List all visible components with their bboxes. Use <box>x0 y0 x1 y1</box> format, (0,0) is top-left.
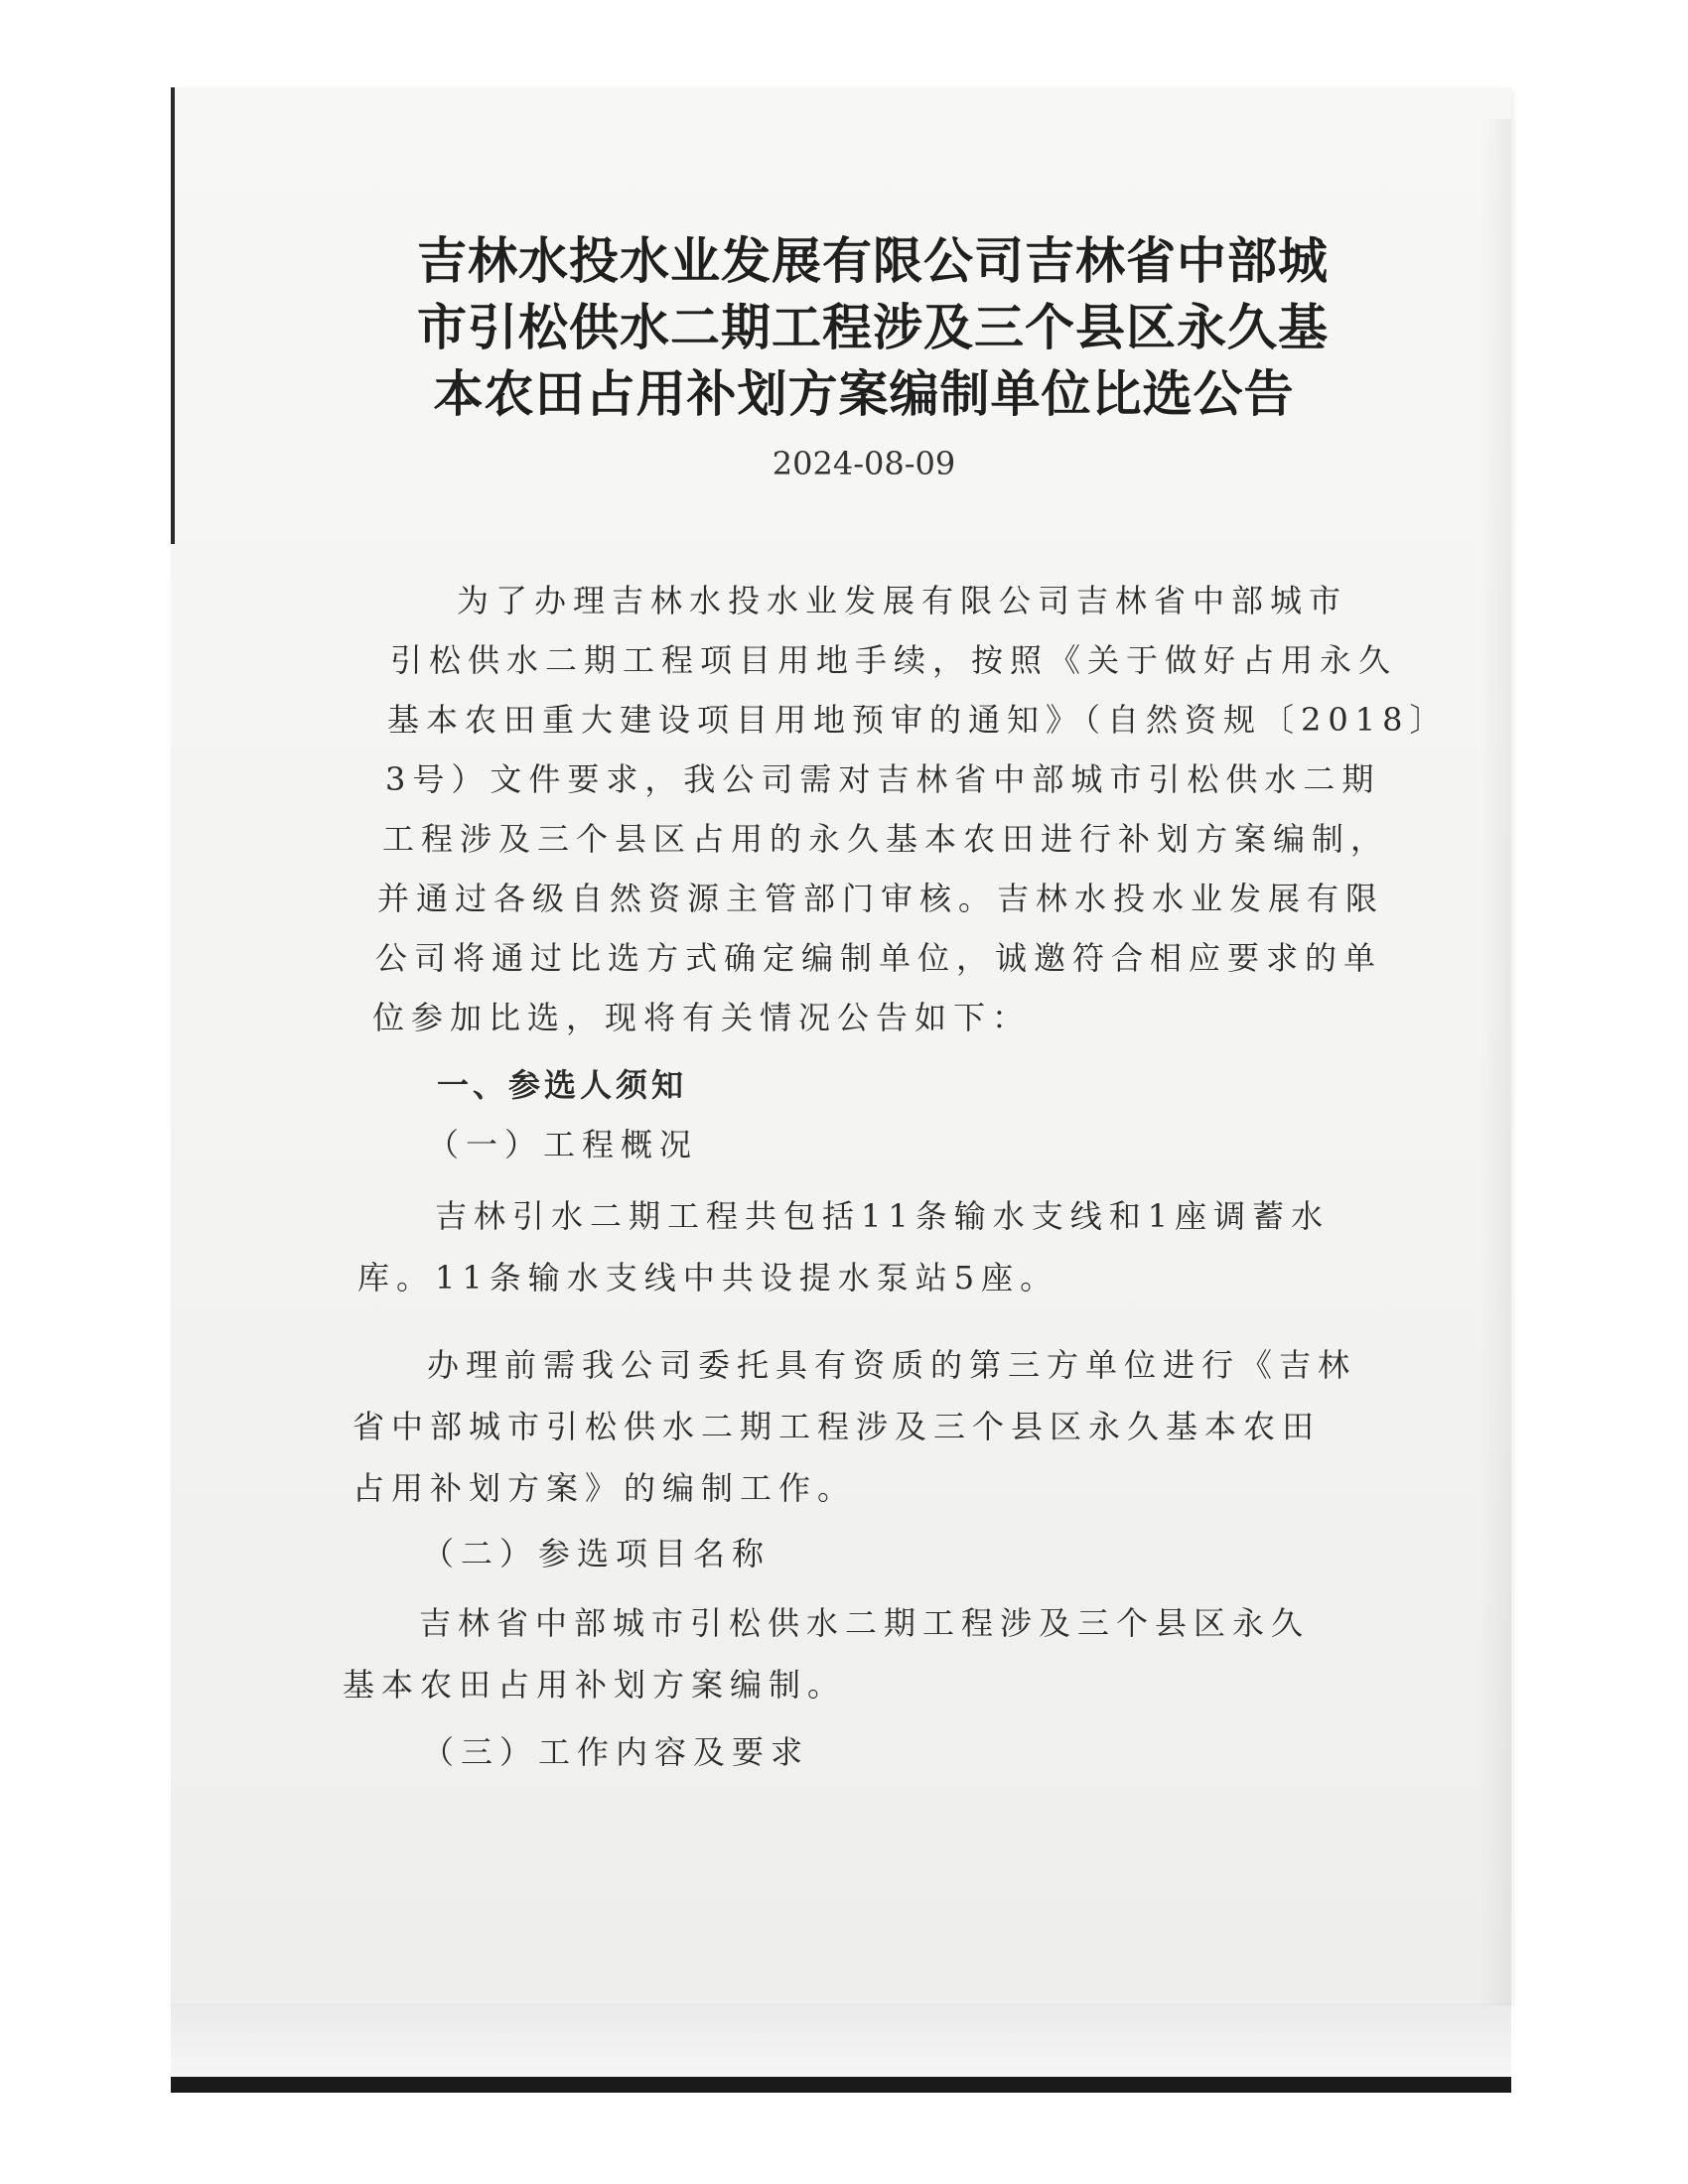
subsection-heading: （二）参选项目名称 <box>422 1535 772 1572</box>
body-line: 占用补划方案》的编制工作。 <box>352 1469 857 1507</box>
body-line: 吉林省中部城市引松供水二期工程涉及三个县区永久 <box>419 1604 1311 1642</box>
title-line: 吉林水投水业发展有限公司吉林省中部城 <box>417 232 1329 290</box>
body-line: 基本农田占用补划方案编制。 <box>343 1666 847 1704</box>
intro-line: 工程涉及三个县区占用的永久基本农田进行补划方案编制， <box>382 820 1390 858</box>
body-line: 省中部城市引松供水二期工程涉及三个县区永久基本农田 <box>352 1408 1322 1445</box>
section-heading: 一、参选人须知 <box>437 1066 688 1104</box>
paper-bottom-shadow <box>171 2003 1511 2077</box>
subsection-heading: （一）工程概况 <box>427 1126 699 1163</box>
subsection-heading: （三）工作内容及要求 <box>422 1733 810 1771</box>
title-line: 市引松供水二期工程涉及三个县区永久基 <box>417 299 1329 356</box>
intro-line: 并通过各级自然资源主管部门审核。吉林水投水业发展有限 <box>377 880 1385 917</box>
body-line: 办理前需我公司委托具有资质的第三方单位进行《吉林 <box>427 1346 1357 1384</box>
body-line: 吉林引水二期工程共包括11条输水支线和1座调蓄水 <box>435 1197 1331 1235</box>
scan-bottom-edge <box>171 2077 1511 2093</box>
intro-line: 基本农田重大建设项目用地预审的通知》（自然资规〔2018〕 <box>387 701 1449 739</box>
intro-line: 公司将通过比选方式确定编制单位，诚邀符合相应要求的单 <box>375 939 1383 977</box>
title-line: 本农田占用补划方案编制单位比选公告 <box>433 365 1295 423</box>
body-line: 库。11条输水支线中共设提水泵站5座。 <box>357 1259 1059 1297</box>
document-title <box>417 228 1329 428</box>
intro-line: 位参加比选，现将有关情况公告如下： <box>372 999 1032 1036</box>
intro-line: 3号）文件要求，我公司需对吉林省中部城市引松供水二期 <box>385 760 1381 798</box>
scan-left-edge <box>171 87 175 544</box>
intro-line: 引松供水二期工程项目用地手续，按照《关于做好占用永久 <box>390 641 1398 679</box>
paper-right-shade <box>1479 119 1511 2005</box>
publish-date: 2024-08-09 <box>772 445 956 482</box>
intro-line: 为了办理吉林水投水业发展有限公司吉林省中部城市 <box>457 582 1348 619</box>
